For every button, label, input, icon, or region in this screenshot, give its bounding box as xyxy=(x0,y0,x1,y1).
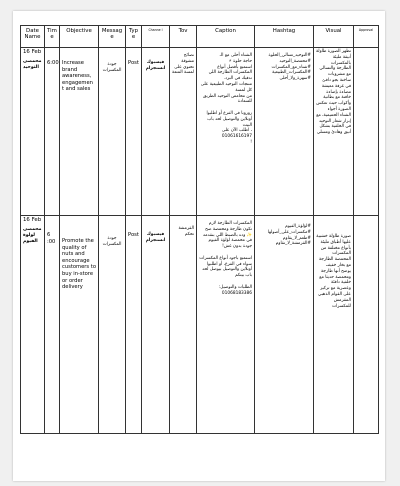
header-tov: Tov xyxy=(170,26,197,48)
header-objective: Objective xyxy=(60,26,99,48)
header-channel: Channe l xyxy=(142,26,170,48)
approval-cell xyxy=(354,48,379,216)
header-visual: Visual xyxy=(314,26,354,48)
header-row xyxy=(21,26,379,48)
header-approval: Approval xyxy=(354,26,379,48)
header-message: Messag e xyxy=(99,26,126,48)
type-cell: Post xyxy=(126,216,142,434)
header-caption: Caption xyxy=(197,26,255,48)
date-cell xyxy=(21,216,45,434)
hashtag-cell: #لؤلؤة_الفيوم #مكسرات_على_أصولها #طعم_لا_يقاوم #القرمشة_لا_تقاوم xyxy=(255,216,314,434)
time-cell: 6:00 xyxy=(45,48,60,216)
type-cell: Post xyxy=(126,48,142,216)
header-hashtag: Hashtag xyxy=(255,26,314,48)
document-page xyxy=(13,11,385,481)
post-date: 16 Feb xyxy=(23,49,42,55)
objective-cell: Increase brand awareness, engagemen t and sales xyxy=(60,48,99,216)
date-cell xyxy=(21,48,45,216)
message-cell: جودة المكسرات xyxy=(99,216,126,434)
caption-cell: الشتاء أحلى مع الـ حاجة حلوة ⚡ استمتع بأفضل أنواع المكسرات الطازجة اللي تدفيك في البرد. منتجات التوحيد الطبيعية على كل لمسة من محامص التوحيد الطريق للسعادة زورونا في الفرع أو اطلبوا أونلاين والتوصيل لحد باب البيت ، اطلب الآن على 01061616197 ! xyxy=(197,48,255,216)
content-calendar-table xyxy=(20,25,379,434)
header-date: Date Name xyxy=(21,26,45,48)
visual-cell: تظهر الصورة طاولة أنيقة مليئة بالمكسرات الطازجة والتسالي مع مشروبات ساخنة بجو دافئ في غرفة معيشة مضاءة بإضاءة خافتة مع بطانية وأكواب حيث تعكس الصورة أجواء الشتاء الحميمية، مع إبراز شعار التوحيد في الخلفية بشكل أنيق وهادئ ومسلي xyxy=(314,48,354,216)
caption-cell: المكسرات الطازجة لازم تكون طازجة ومحمصة صح ✨ وده بالضبط اللي بنقدمه في محمصة لؤلؤة الفيوم جودة بدون غش! استمتع باجود أنواع المكسرات سواء في الفرع، أو اطلبوا أونلاين والتوصيل بيوصل لحد باب بيتكم الطلبات والتوصيل: 01068183386 xyxy=(197,216,255,434)
time-cell: 6 :00 xyxy=(45,216,60,434)
objective-cell: Promote the quality of nuts and encourage customers to buy in-store or order delivery xyxy=(60,216,99,434)
table-row xyxy=(21,48,379,216)
tov-cell: القرمشة تحكم xyxy=(170,216,197,434)
brand-name: محمصى التوحيد xyxy=(23,59,42,70)
brand-name: محمصى لولوة الفيوم xyxy=(23,227,42,244)
header-time: Tim e xyxy=(45,26,60,48)
visual-cell: صورة طاولة خشبية عليها أطباق مليئة بأنواع مختلفة من المكسرات المحمصة الطازجة مع بخار خفيف يوضح أنها طازجة ومحمصة حديثا مع خلفية دافئة وعصرية مع تركيز على القوام الذهبي المقرمش للمكسرات xyxy=(314,216,354,434)
tov-cell: نصائح مشوقة تحتوي على لمسة المتعة xyxy=(170,48,197,216)
approval-cell xyxy=(354,216,379,434)
channel-cell: فيسبوك انستجرام xyxy=(142,216,170,434)
header-type: Typ e xyxy=(126,26,142,48)
message-cell: جودة المكسرات xyxy=(99,48,126,216)
channel-cell: فيسبوك انستجرام xyxy=(142,48,170,216)
table-row xyxy=(21,216,379,434)
hashtag-cell: #التوحيد_تسالي_الحلوة #محمصة_التوحيد #شتاء_مع_المكسرات #المكسرات_الطبيعية #سهرة_ولا_أحلى xyxy=(255,48,314,216)
post-date: 16 Feb xyxy=(23,217,42,223)
